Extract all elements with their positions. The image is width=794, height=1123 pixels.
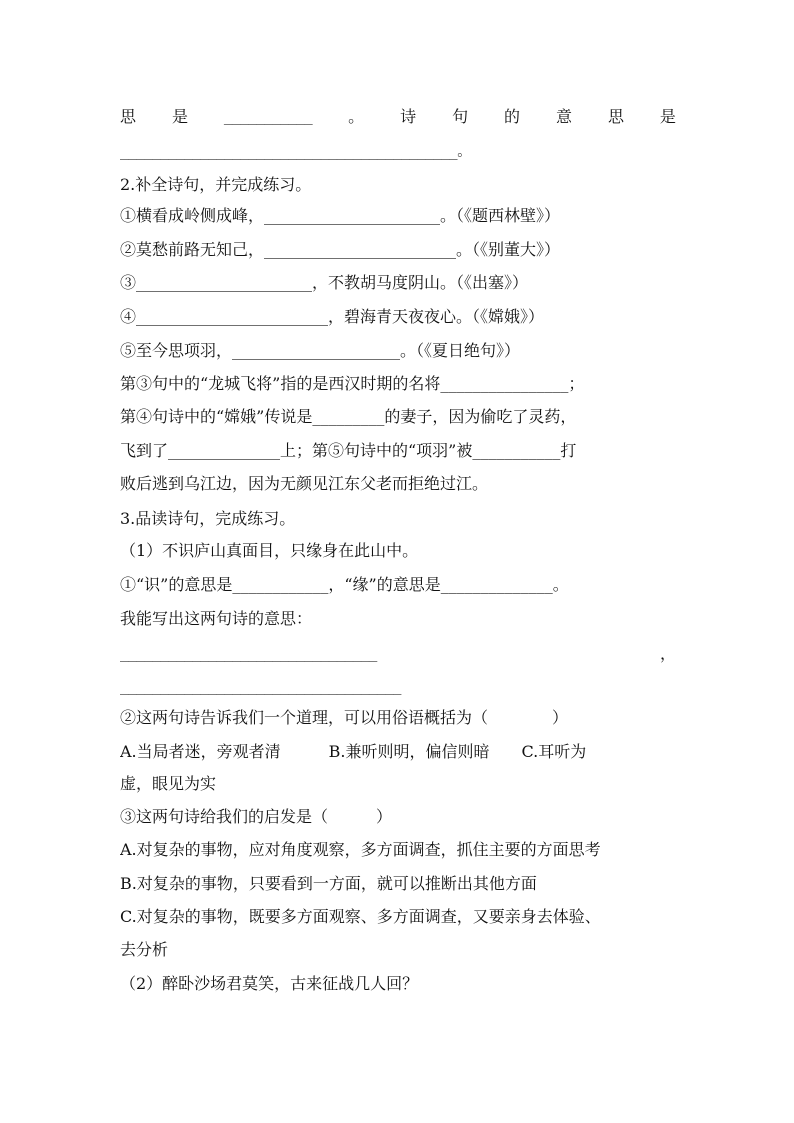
question-2-paragraph[interactable]: 第④句诗中的“嫦娥”传说是_________的妻子，因为偷吃了灵药， [120,407,577,426]
poem-fill-2[interactable]: ②莫愁前路无知己，________________________。（《别董大》） [120,240,561,259]
char: 是 [171,107,188,126]
poem-quote-2: （2）醉卧沙场君莫笑，古来征战几人回？ [120,974,419,993]
poem-fill-1[interactable]: ①横看成岭侧成峰，______________________。（《题西林壁》） [120,206,561,225]
char: 的 [504,107,521,126]
answer-blank[interactable]: ___________ [223,109,313,125]
choice-options: A.当局者迷，旁观者清 B.兼听则明，偏信则暗 C.耳听为 [120,742,587,761]
choice-question[interactable]: ③这两句诗给我们的启发是（ ） [120,807,393,826]
poem-quote-1: （1）不识庐山真面目，只缘身在此山中。 [120,541,419,560]
question-2-paragraph[interactable]: 第③句中的“龙城飞将”指的是西汉时期的名将________________； [120,374,585,393]
char: 。 [348,107,365,126]
char: 思 [120,107,137,126]
char: 诗 [400,107,417,126]
question-2-paragraph: 败后逃到乌江边，因为无颜见江东父老而拒绝过江。 [120,474,489,493]
question-3-title: 3.品读诗句，完成练习。 [120,509,296,528]
choice-option-a: A.对复杂的事物，应对角度观察，多方面调查，抓住主要的方面思考 [120,840,601,859]
question-2-title: 2.补全诗句，并完成练习。 [120,175,312,194]
poem-fill-3[interactable]: ③______________________，不教胡马度阴山。（《出塞》） [120,273,529,292]
meaning-answer-line [120,640,676,668]
question-2-paragraph[interactable]: 飞到了______________上；第⑤句诗中的“项羽”被___________打 [120,441,577,460]
comma: ， [659,644,676,663]
char: 意 [555,107,572,126]
choice-option-c: C.对复杂的事物，既要多方面观察、多方面调查，又要亲身去体验、 [120,907,601,926]
choice-question[interactable]: ②这两句诗告诉我们一个道理，可以用俗语概括为（ ） [120,708,569,727]
poem-fill-5[interactable]: ⑤至今思项羽，_____________________。（《夏日绝句》） [120,341,521,360]
choice-option-c: 去分析 [120,940,169,959]
line-meaning-continuation [120,103,676,131]
answer-blank[interactable]: ________________________________ [120,646,377,662]
answer-blank-line[interactable]: __________________________________________。 [120,144,471,160]
poem-fill-4[interactable]: ④________________________，碧海青天夜夜心。（《嫦娥》） [120,307,545,326]
char: 思 [607,107,624,126]
char: 句 [452,107,469,126]
answer-blank-line[interactable]: ___________________________________ [120,679,402,695]
choice-options: 虚，眼见为实 [120,774,217,793]
word-meaning-question[interactable]: ①“识”的意思是____________，“缘”的意思是______________。 [120,575,569,594]
choice-option-b: B.对复杂的事物，只要看到一方面，就可以推断出其他方面 [120,874,537,893]
char: 是 [659,107,676,126]
meaning-prompt: 我能写出这两句诗的意思： [120,609,313,628]
